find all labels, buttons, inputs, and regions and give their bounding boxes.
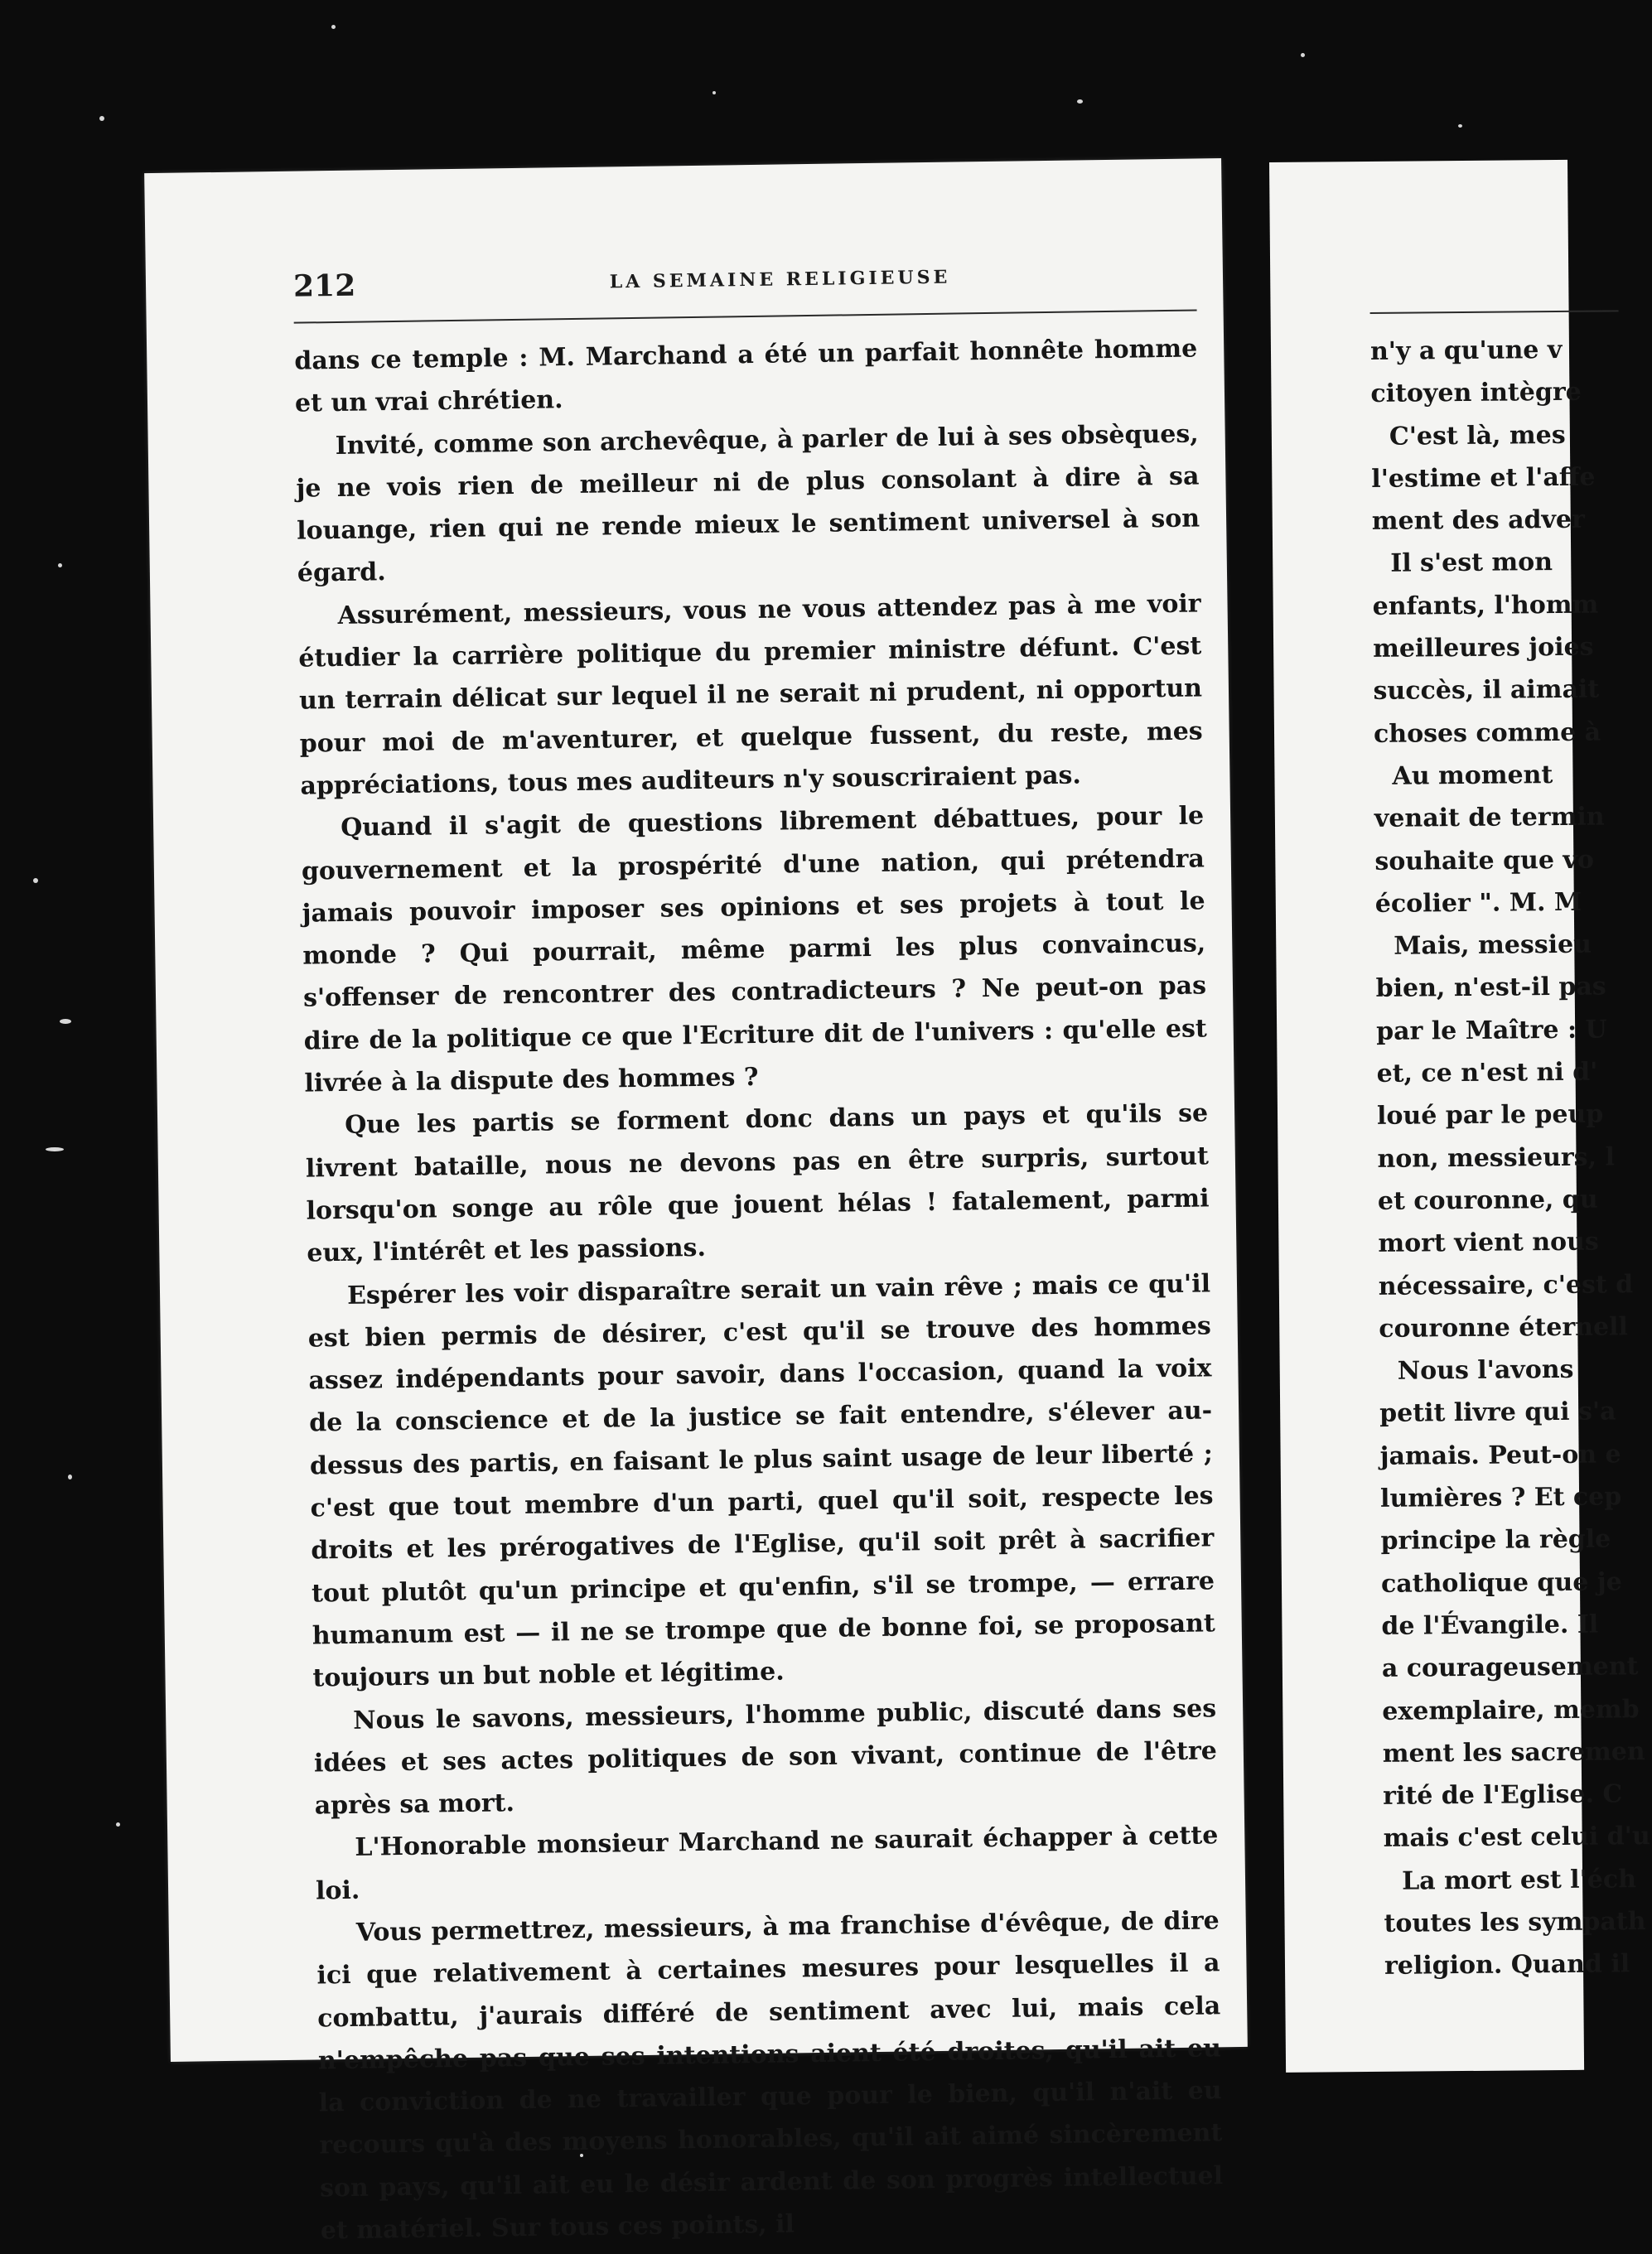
text-line: exemplaire, memb (1382, 1694, 1640, 1726)
page-number: 212 (292, 268, 356, 304)
text-line: enfants, l'homm (1372, 590, 1599, 621)
paragraph: Vous permettrez, messieurs, à ma franchise d'évêque, de dire ici que relativement à certaines mesures pour lesquelles il a combattu, j'aurais différé de sentiment avec lui, mais cela n'empêche pas que ses intentions aient été droites, qu'il ait eu la conviction de ne travailler que pour le bien, qu'il n'ait eu recours qu'à des moyens honorables, qu'il ait aimé sincèrement son pays, qu'il ait eu le désir ardent de son progrès intellectuel et matériel. Sur tous ces points, il (316, 1906, 1224, 2246)
text-line: lumières ? Et cep (1379, 1482, 1622, 1513)
text-line: succès, il aimait (1373, 674, 1600, 707)
text-line: n'y a qu'une v (1369, 335, 1563, 366)
scan-speck (58, 563, 62, 567)
text-line: Nous l'avons (1397, 1354, 1574, 1386)
left-page (144, 158, 1248, 2246)
text-line: Au moment (1392, 760, 1553, 791)
paragraph: Nous le savons, messieurs, l'homme public, discuté dans ses idées et ses actes politiques de son vivant, continue de l'être après sa mort. (313, 1693, 1218, 1821)
scan-speck (712, 91, 716, 94)
text-line: nécessaire, c'est d (1378, 1269, 1634, 1301)
paragraph: Quand il s'agit de questions librement débattues, pour le gouvernement et la prospérité d'une nation, qui prétendra jamais pouvoir imposer ses opinions et ses projets à tout le monde ? Qui pourrait, même parmi les plus convaincus, s'offenser de rencontrer des contradicteurs ? Ne peut-on pas dire de la politique ce que l'Ecriture dit de l'univers : qu'elle est livrée à la dispute des hommes ? (301, 801, 1207, 1098)
text-line: C'est là, mes (1389, 420, 1566, 451)
scan-speck (33, 878, 38, 883)
text-line: principe la règle (1380, 1524, 1611, 1557)
running-title: LA SEMAINE RELIGIEUSE (609, 266, 951, 293)
scan-speck (1077, 99, 1083, 104)
paragraph: Invité, comme son archevêque, à parler de lui à ses obsèques, je ne vois rien de meilleur ni de plus consolant à dire à sa louange, rien qui ne rende mieux le sentiment universel à son égard. (296, 419, 1200, 589)
text-line: a courageusement (1381, 1652, 1639, 1684)
text-line: rité de l'Eglise. C (1383, 1779, 1623, 1811)
scan-speck (46, 1147, 64, 1151)
right-page (1269, 160, 1650, 2073)
text-line: écolier ". M. M (1374, 887, 1582, 919)
paragraph: Espérer les voir disparaître serait un vain rêve ; mais ce qu'il est bien permis de désirer, c'est qu'il se trouve des hommes assez indépendants pour savoir, dans l'occasion, quand la voix de la conscience et de la justice se fait entendre, s'élever au-dessus des partis, en faisant le plus saint usage de leur liberté ; c'est que tout membre d'un parti, quel qu'il soit, respecte les droits et les prérogatives de l'Eglise, qu'il soit prêt à sacrifier tout plutôt qu'un principe et qu'enfin, s'il se trompe, — errare humanum est — il ne se trompe que de bonne foi, se proposant toujours un but noble et légitime. (307, 1268, 1215, 1693)
text-line: de l'Évangile. Il (1381, 1610, 1599, 1641)
scan-speck (99, 116, 104, 121)
text-line: l'estime et l'affe (1371, 462, 1596, 494)
text-line: citoyen intègre (1370, 378, 1582, 409)
paragraph: Que les partis se forment donc dans un pays et qu'ils se livrent bataille, nous ne devons pas en être surpris, surtout lorsqu'on songe au rôle que jouent hélas ! fatalement, parmi eux, l'intérêt et les passions. (305, 1098, 1210, 1268)
text-line: souhaite que vo (1374, 845, 1595, 876)
text-line: et, ce n'est ni d' (1376, 1057, 1598, 1088)
text-line: Il s'est mon (1390, 548, 1553, 579)
header-rule (1370, 310, 1619, 314)
text-line: ment des adver (1371, 504, 1586, 537)
text-line: Mais, messieu (1394, 929, 1592, 961)
text-line: La mort est l'éch (1401, 1864, 1637, 1896)
text-line: choses comme à (1373, 717, 1601, 749)
text-line: toutes les sympath (1384, 1907, 1646, 1938)
scan-speck (1458, 124, 1462, 128)
text-line: et couronne, qu (1377, 1185, 1598, 1216)
right-page-text (1370, 328, 1650, 1987)
paragraph: Assurément, messieurs, vous ne vous attendez pas à me voir étudier la carrière politique du premier ministre défunt. C'est un terrain délicat sur lequel il ne serait ni prudent, ni opportun pour moi de m'aventurer, et quelque fussent, du reste, mes appréciations, tous mes auditeurs n'y souscriraient pas. (298, 589, 1203, 801)
text-line: couronne éternell (1379, 1312, 1629, 1344)
text-line: non, messieurs, l (1377, 1142, 1616, 1174)
text-line: mais c'est celui d'u (1383, 1822, 1650, 1854)
text-line: meilleures joies (1372, 632, 1594, 664)
text-line: catholique que je (1380, 1566, 1622, 1599)
paragraph: L'Honorable monsieur Marchand ne saurait échapper à cette loi. (315, 1821, 1219, 1906)
text-line: bien, n'est-il pas (1375, 972, 1606, 1004)
text-line: loué par le peup (1376, 1099, 1604, 1132)
scan-speck (116, 1822, 120, 1827)
text-line: par le Maître : U (1376, 1015, 1607, 1046)
text-line: mort vient nous (1378, 1227, 1599, 1259)
scan-speck (68, 1475, 72, 1479)
scan-speck (1301, 53, 1305, 57)
running-head (293, 256, 1197, 306)
header-rule (294, 309, 1197, 323)
scan-speck (331, 25, 336, 29)
text-line: petit livre qui s'a (1379, 1397, 1616, 1429)
text-line: religion. Quand il (1384, 1949, 1630, 1981)
text-line: ment les sacremen (1382, 1736, 1645, 1769)
paragraph: dans ce temple : M. Marchand a été un parfait honnête homme et un vrai chrétien. (294, 334, 1198, 418)
text-line: venait de termin (1374, 802, 1605, 834)
text-line: jamais. Peut-on e (1379, 1440, 1621, 1471)
body-text (294, 327, 1224, 2252)
scan-speck (60, 1019, 71, 1024)
